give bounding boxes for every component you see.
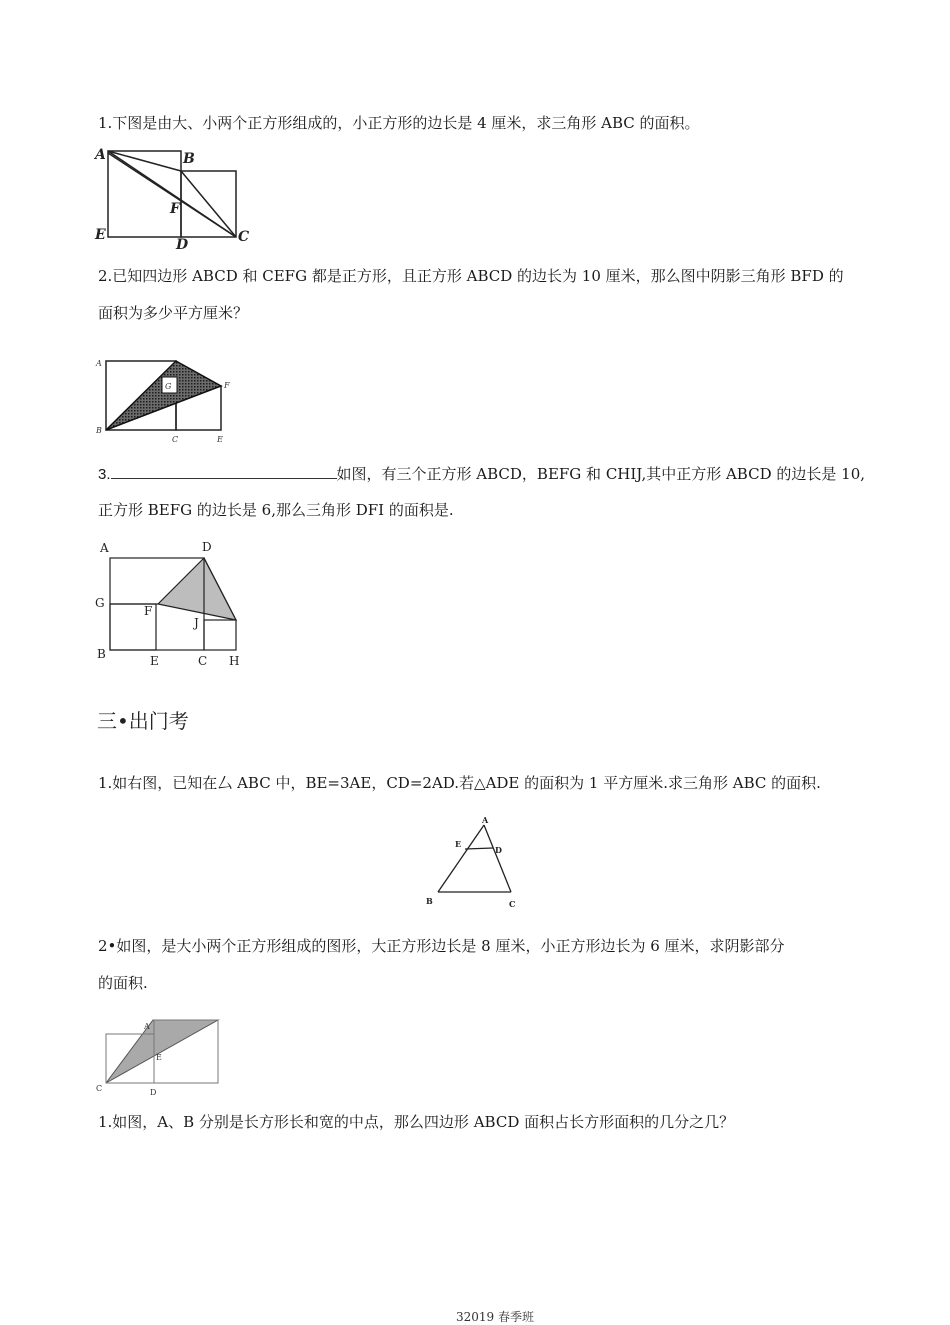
fig5-label-a: A	[144, 1022, 150, 1031]
figure-1-squares-triangle-abc	[92, 143, 257, 251]
fig3-label-c: C	[198, 654, 208, 668]
question-2-line1: 2.已知四边形 ABCD 和 CEFG 都是正方形，且正方形 ABCD 的边长为 10 厘米，那么图中阴影三角形 BFD 的	[98, 267, 844, 285]
fig1-label-f: F	[170, 201, 180, 217]
fig3-label-b: B	[97, 647, 106, 661]
question-3-line1	[98, 464, 865, 485]
fig3-label-g: G	[95, 596, 105, 610]
fig3-label-f: F	[144, 604, 153, 618]
question-1-text: 1.下图是由大、小两个正方形组成的，小正方形的边长是 4 厘米，求三角形 ABC 的面积。	[98, 114, 700, 132]
fig5-label-c: C	[96, 1084, 103, 1093]
fig4-label-d: D	[495, 845, 502, 855]
figure-5-shaded-area	[92, 1015, 222, 1097]
exit-question-2-line1: 2•如图，是大小两个正方形组成的图形，大正方形边长是 8 厘米，小正方形边长为 6 厘米，求阴影部分	[98, 937, 785, 955]
fig4-label-e: E	[455, 839, 462, 849]
fig1-label-b: B	[183, 151, 195, 167]
fig3-label-j: J	[194, 616, 199, 630]
fig2-label-e: E	[217, 435, 223, 444]
fig5-label-d: D	[150, 1088, 157, 1097]
fig3-label-e: E	[150, 654, 159, 668]
fig1-label-a: A	[95, 147, 106, 163]
fig4-label-b: B	[426, 896, 433, 906]
page-footer: 32019 春季班	[456, 1310, 534, 1324]
fig3-label-h: H	[229, 654, 240, 668]
fig1-label-c: C	[238, 229, 250, 245]
fig2-label-a: A	[96, 359, 102, 368]
fig4-label-a: A	[482, 815, 489, 825]
fig2-label-f: F	[224, 381, 230, 390]
answer-blank[interactable]	[111, 464, 337, 479]
figure-4-triangle-abc	[420, 815, 530, 915]
question-3-line2: 正方形 BEFG 的边长是 6,那么三角形 DFI 的面积是.	[98, 501, 454, 519]
fig5-label-e: E	[156, 1053, 162, 1062]
fig2-label-c: C	[172, 435, 179, 444]
fig3-label-d: D	[202, 540, 212, 554]
fig2-label-g: G	[165, 382, 172, 391]
figure-2-shaded-triangle-bfd	[92, 353, 237, 448]
question-3-number: 3.	[98, 466, 111, 483]
exit-question-2-line2: 的面积.	[98, 974, 148, 992]
exit-question-1-text: 1.如右图，已知在厶 ABC 中，BE=3AE，CD=2AD.若△ADE 的面积为 1 平方厘米.求三角形 ABC 的面积.	[98, 774, 821, 792]
question-3-line1-text: 如图，有三个正方形 ABCD，BEFG 和 CHIJ,其中正方形 ABCD 的边长是 10,	[336, 465, 866, 483]
section-heading: 三•出门考	[97, 709, 189, 733]
fig1-label-d: D	[176, 237, 189, 251]
fig1-label-e: E	[95, 227, 106, 243]
question-2-line2: 面积为多少平方厘米？	[98, 304, 249, 322]
fig3-label-a: A	[100, 541, 109, 555]
figure-3-triangle-dfi	[92, 538, 252, 670]
fig4-label-c: C	[509, 899, 516, 909]
fig2-label-b: B	[96, 426, 102, 435]
exit-question-3-text: 1.如图，A、B 分别是长方形长和宽的中点，那么四边形 ABCD 面积占长方形面积的几分之几？	[98, 1113, 735, 1131]
